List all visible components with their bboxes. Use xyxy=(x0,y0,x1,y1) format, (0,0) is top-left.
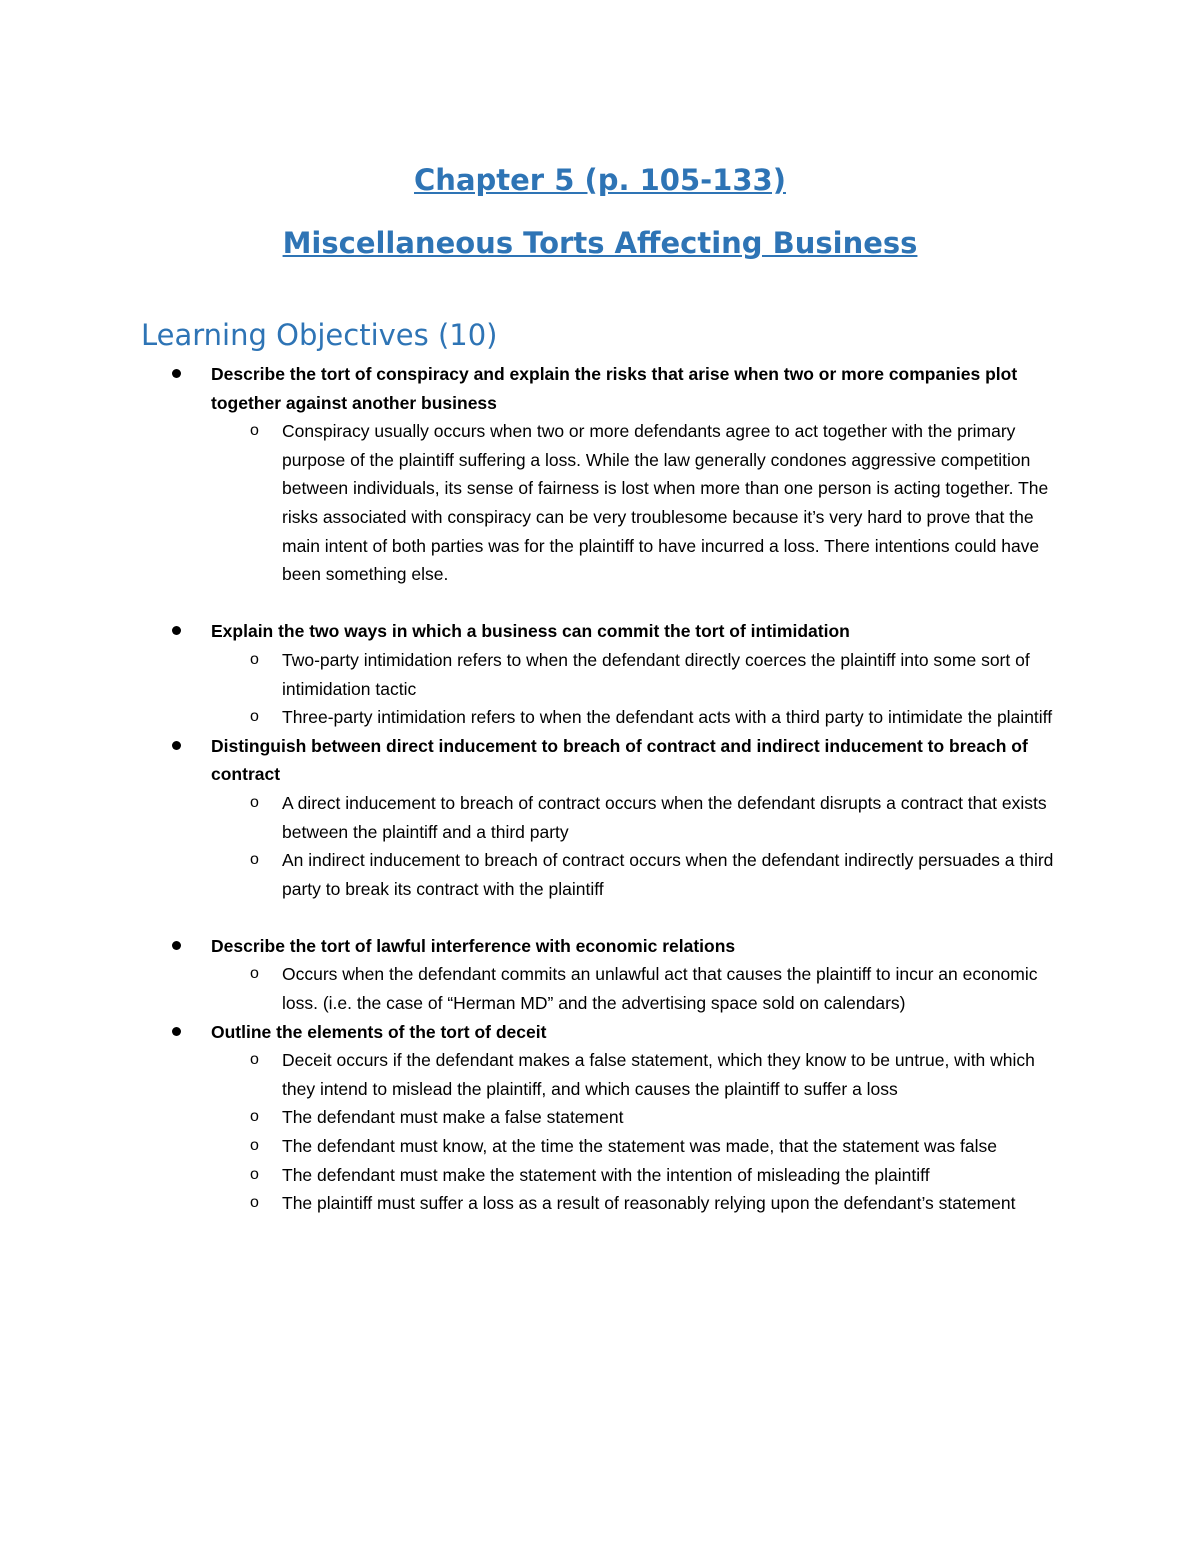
objective-title: Describe the tort of lawful interference with economic relations xyxy=(211,935,736,956)
objective-item xyxy=(0,1018,1200,1047)
circle-marker-icon: o xyxy=(250,1165,259,1183)
spacer xyxy=(0,903,1200,932)
circle-marker-icon: o xyxy=(250,1108,259,1126)
bullet-icon xyxy=(172,626,181,635)
circle-marker-icon: o xyxy=(250,650,259,668)
sub-point-text: Occurs when the defendant commits an unlawful act that causes the plaintiff to incur an economic loss. (i.e. the case of “Herman MD” and the advertising space sold on calendars) xyxy=(282,964,1038,1014)
sub-point xyxy=(0,1103,1200,1132)
objective-title: Describe the tort of conspiracy and explain the risks that arise when two or more companies plot together against another business xyxy=(211,364,1018,413)
sub-point xyxy=(0,789,1200,846)
objective-item xyxy=(0,732,1200,789)
bullet-icon xyxy=(172,1027,181,1036)
sub-point xyxy=(0,646,1200,703)
objective-item xyxy=(0,932,1200,961)
sub-point xyxy=(0,1161,1200,1190)
bullet-icon xyxy=(172,369,181,378)
circle-marker-icon: o xyxy=(250,965,259,983)
sub-point xyxy=(0,417,1200,589)
objective-item xyxy=(0,360,1200,417)
sub-point-text: The defendant must make the statement with the intention of misleading the plaintiff xyxy=(282,1164,930,1185)
objective-title: Outline the elements of the tort of deceit xyxy=(211,1021,547,1042)
subject-title: Miscellaneous Torts Affecting Business xyxy=(282,226,918,260)
sub-point xyxy=(0,846,1200,903)
circle-marker-icon: o xyxy=(250,851,259,869)
sub-point xyxy=(0,960,1200,1017)
circle-marker-icon: o xyxy=(250,793,259,811)
objective-title: Distinguish between direct inducement to breach of contract and indirect inducement to breach of contract xyxy=(211,735,1028,785)
sub-point-text: Two-party intimidation refers to when the defendant directly coerces the plaintiff into some sort of intimidation tactic xyxy=(282,649,1030,699)
sub-point-text: The plaintiff must suffer a loss as a result of reasonably relying upon the defendant’s statement xyxy=(282,1193,1016,1214)
bullet-icon xyxy=(172,941,181,950)
circle-marker-icon: o xyxy=(250,422,259,440)
sub-point xyxy=(0,1132,1200,1161)
bullet-icon xyxy=(172,741,181,750)
sub-point-text: The defendant must make a false statement xyxy=(282,1107,624,1128)
objectives-list xyxy=(0,360,1200,1218)
sub-point-text: A direct inducement to breach of contract occurs when the defendant disrupts a contract that exists between the plaintiff and a third party xyxy=(282,792,1047,842)
sub-point-text: The defendant must know, at the time the statement was made, that the statement was false xyxy=(282,1136,997,1157)
section-heading: Learning Objectives (10) xyxy=(141,318,498,352)
circle-marker-icon: o xyxy=(250,708,259,726)
objective-item xyxy=(0,617,1200,646)
circle-marker-icon: o xyxy=(250,1194,259,1212)
spacer xyxy=(0,589,1200,618)
sub-point xyxy=(0,1189,1200,1218)
sub-point xyxy=(0,1046,1200,1103)
sub-point-text: Three-party intimidation refers to when the defendant acts with a third party to intimidate the plaintiff xyxy=(282,707,1053,728)
circle-marker-icon: o xyxy=(250,1051,259,1069)
sub-point-text: Deceit occurs if the defendant makes a false statement, which they know to be untrue, with which they intend to mislead the plaintiff, and which causes the plaintiff to suffer a loss xyxy=(282,1050,1035,1099)
sub-point xyxy=(0,703,1200,732)
objective-title: Explain the two ways in which a business can commit the tort of intimidation xyxy=(211,621,850,642)
circle-marker-icon: o xyxy=(250,1137,259,1155)
sub-point-text: Conspiracy usually occurs when two or more defendants agree to act together with the primary purpose of the plaintiff suffering a loss. While the law generally condones aggressive competition between individuals, its sense of fairness is lost when more than one person is acting together. The risks associated with conspiracy can be very troublesome because it’s very hard to prove that the main intent of both parties was for the plaintiff to have incurred a loss. There intentions could have been something else. xyxy=(282,421,1049,585)
chapter-title: Chapter 5 (p. 105-133) xyxy=(414,163,786,197)
sub-point-text: An indirect inducement to breach of contract occurs when the defendant indirectly persuades a third party to break its contract with the plaintiff xyxy=(282,850,1054,899)
